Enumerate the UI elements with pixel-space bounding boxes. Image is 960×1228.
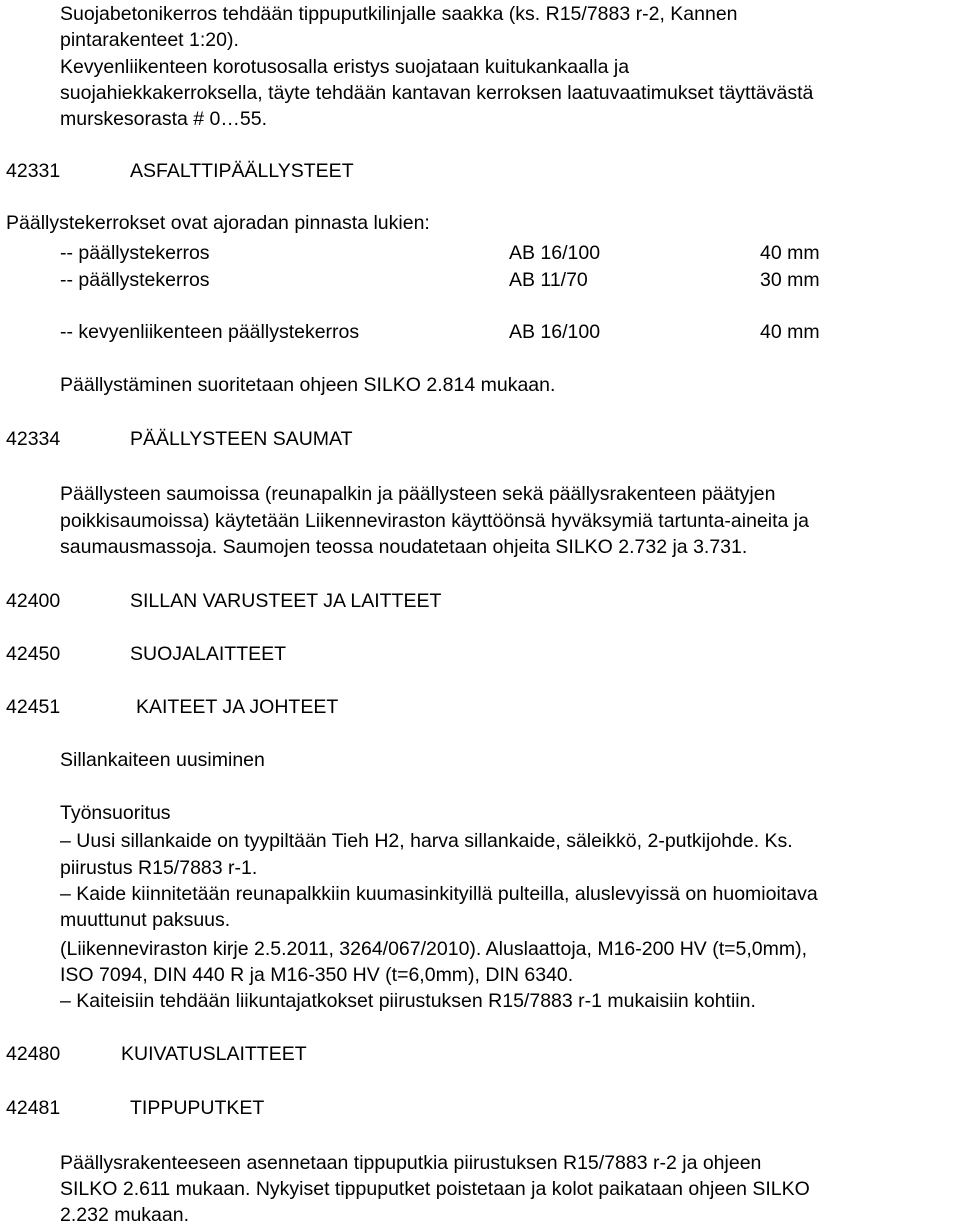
layer-type: AB 16/100 <box>509 321 601 343</box>
layer-name: -- päällystekerros <box>60 269 210 291</box>
paragraph-line: poikkisaumoissa) käytetään Liikenneviraston käyttöönsä hyväksymiä tartunta-aineita ja <box>60 510 809 532</box>
section-title: KAITEET JA JOHTEET <box>136 696 339 718</box>
section-title: ASFALTTIPÄÄLLYSTEET <box>130 160 354 182</box>
layer-name: -- päällystekerros <box>60 242 210 264</box>
intro-line: murskesorasta # 0…55. <box>60 108 268 130</box>
paragraph-line: – Uusi sillankaide on tyypiltään Tieh H2, harva sillankaide, säleikkö, 2-putkijohde. Ks. <box>60 830 793 852</box>
paragraph-line: 2.232 mukaan. <box>60 1204 190 1226</box>
section-number: 42481 <box>6 1097 61 1119</box>
section-title: PÄÄLLYSTEEN SAUMAT <box>130 428 353 450</box>
section-number: 42334 <box>6 428 61 450</box>
paragraph-line: piirustus R15/7883 r-1. <box>60 857 258 879</box>
section-title: KUIVATUSLAITTEET <box>121 1043 307 1065</box>
paragraph-line: ISO 7094, DIN 440 R ja M16-350 HV (t=6,0mm), DIN 6340. <box>60 964 574 986</box>
section-number: 42450 <box>6 643 61 665</box>
intro-line: suojahiekkakerroksella, täyte tehdään kantavan kerroksen laatuvaatimukset täyttävästä <box>60 82 814 104</box>
subheading: Sillankaiteen uusiminen <box>60 749 265 771</box>
paragraph-line: Päällysteen saumoissa (reunapalkin ja päällysteen sekä päällysrakenteen päätyjen <box>60 483 776 505</box>
subheading: Työnsuoritus <box>60 802 171 824</box>
layer-thickness: 40 mm <box>760 321 820 343</box>
section-title: TIPPUPUTKET <box>130 1097 265 1119</box>
section-number: 42480 <box>6 1043 61 1065</box>
paragraph-line: – Kaide kiinnitetään reunapalkkiin kuumasinkityillä pulteilla, aluslevyissä on huomioitava <box>60 883 818 905</box>
layer-thickness: 40 mm <box>760 242 820 264</box>
layer-name: -- kevyenliikenteen päällystekerros <box>60 321 360 343</box>
paragraph-line: Päällysrakenteeseen asennetaan tippuputkia piirustuksen R15/7883 r-2 ja ohjeen <box>60 1152 762 1174</box>
layer-type: AB 16/100 <box>509 242 601 264</box>
layer-thickness: 30 mm <box>760 269 820 291</box>
section-title: SUOJALAITTEET <box>130 643 287 665</box>
section-number: 42400 <box>6 590 61 612</box>
paragraph-line: (Liikenneviraston kirje 2.5.2011, 3264/067/2010). Aluslaattoja, M16-200 HV (t=5,0mm), <box>60 938 808 960</box>
paragraph-line: muuttunut paksuus. <box>60 909 231 931</box>
layer-type: AB 11/70 <box>509 269 588 291</box>
paragraph-line: Päällystäminen suoritetaan ohjeen SILKO 2.814 mukaan. <box>60 374 556 396</box>
paragraph-line: – Kaiteisiin tehdään liikuntajatkokset piirustuksen R15/7883 r-1 mukaisiin kohtiin. <box>60 990 756 1012</box>
section-number: 42331 <box>6 160 61 182</box>
section-number: 42451 <box>6 696 61 718</box>
paragraph-line: SILKO 2.611 mukaan. Nykyiset tippuputket poistetaan ja kolot paikataan ohjeen SILKO <box>60 1178 810 1200</box>
intro-line: Kevyenliikenteen korotusosalla eristys suojataan kuitukankaalla ja <box>60 56 630 78</box>
section-title: SILLAN VARUSTEET JA LAITTEET <box>130 590 442 612</box>
paragraph-line: Päällystekerrokset ovat ajoradan pinnasta lukien: <box>6 212 430 234</box>
paragraph-line: saumausmassoja. Saumojen teossa noudatetaan ohjeita SILKO 2.732 ja 3.731. <box>60 536 748 558</box>
intro-line: pintarakenteet 1:20). <box>60 29 239 51</box>
intro-line: Suojabetonikerros tehdään tippuputkilinjalle saakka (ks. R15/7883 r-2, Kannen <box>60 3 738 25</box>
